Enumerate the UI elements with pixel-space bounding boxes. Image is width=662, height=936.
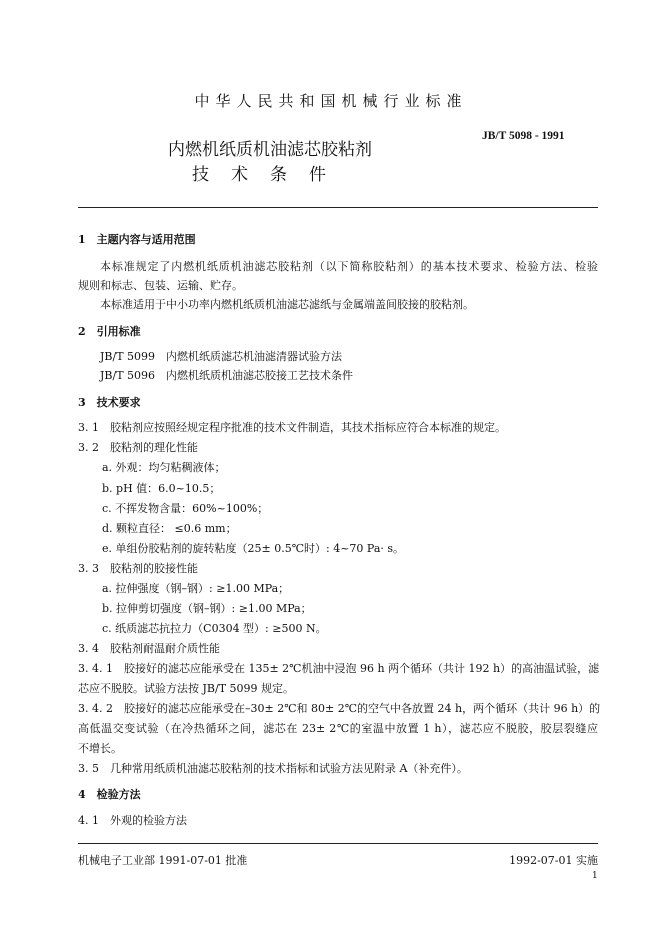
paragraph-line: 本标准适用于中小功率内燃机纸质机油滤芯滤纸与金属端盖间胶接的胶粘剂。 <box>100 298 474 311</box>
list-item: d. 颗粒直径： ≤0.6 mm； <box>102 522 237 535</box>
approval-info: 机械电子工业部 1991-07-01 批准 <box>78 854 248 867</box>
clause-line: 高低温交变试验（在冷热循环之间，滤芯在 23± 2℃的室温中放置 1 h），滤芯应不脱胶，胶层裂缝应 <box>78 722 598 735</box>
list-item: e. 单组份胶粘剂的旋转粘度（25± 0.5℃时）: 4~70 Pa· s。 <box>102 542 405 555</box>
clause-line: 不增长。 <box>78 742 122 755</box>
list-item: a. 拉伸强度（钢–钢）: ≥1.00 MPa； <box>102 582 290 595</box>
clause-line: 3. 4. 1 胶接好的滤芯应能承受在 135± 2℃机油中浸泡 96 h 两个循环（共计 192 h）的高油温试验，滤 <box>78 662 600 675</box>
section-heading: 4 检验方法 <box>78 788 141 801</box>
clause-line: 3. 4. 2 胶接好的滤芯应能承受在–30± 2℃和 80± 2℃的空气中各放置 24 h，两个循环（共计 96 h）的 <box>78 702 601 715</box>
page-number: 1 <box>592 871 598 881</box>
footer-divider <box>78 843 598 844</box>
list-item: c. 不挥发物含量：60%~100%； <box>102 502 269 515</box>
national-standard-header: 中华人民共和国机械行业标准 <box>194 92 468 110</box>
clause-line: 3. 5 几种常用纸质机油滤芯胶粘剂的技术指标和试验方法见附录 A（补充件）。 <box>78 762 468 775</box>
list-item: b. pH 值：6.0~10.5； <box>102 482 221 495</box>
paragraph-line: 本标准规定了内燃机纸质机油滤芯胶粘剂（以下简称胶粘剂）的基本技术要求、检验方法、检验 <box>100 260 598 273</box>
standard-code: JB/T 5098 - 1991 <box>482 130 565 142</box>
section-heading: 3 技术要求 <box>78 396 141 409</box>
list-item: b. 拉伸剪切强度（钢–钢）: ≥1.00 MPa； <box>102 602 312 615</box>
section-heading: 2 引用标准 <box>78 325 141 338</box>
reference-item: JB/T 5096 内燃机纸质机油滤芯胶接工艺技术条件 <box>100 369 354 382</box>
clause-heading: 3. 4 胶粘剂耐温耐介质性能 <box>78 642 220 655</box>
header-divider <box>78 207 598 208</box>
section-heading: 1 主题内容与适用范围 <box>78 233 196 246</box>
clause-heading: 4. 1 外观的检验方法 <box>78 814 187 827</box>
document-title: 内燃机纸质机油滤芯胶粘剂 <box>168 140 372 160</box>
reference-item: JB/T 5099 内燃机纸质滤芯机油滤清器试验方法 <box>100 350 343 363</box>
list-item: c. 纸质滤芯抗拉力（C0304 型）: ≥500 N。 <box>102 622 327 635</box>
implementation-info: 1992-07-01 实施 <box>509 854 598 867</box>
clause-heading: 3. 2 胶粘剂的理化性能 <box>78 441 198 454</box>
clause-heading: 3. 3 胶粘剂的胶接性能 <box>78 562 198 575</box>
list-item: a. 外观：均匀粘稠液体； <box>102 461 226 474</box>
footer <box>78 852 598 868</box>
clause-line: 芯应不脱胶。试验方法按 JB/T 5099 规定。 <box>78 682 295 695</box>
document-subtitle: 技术条件 <box>192 165 348 185</box>
clause-line: 3. 1 胶粘剂应按照经规定程序批准的技术文件制造，其技术指标应符合本标准的规定。 <box>78 421 506 434</box>
paragraph-line: 规则和标志、包装、运输、贮存。 <box>78 279 243 292</box>
